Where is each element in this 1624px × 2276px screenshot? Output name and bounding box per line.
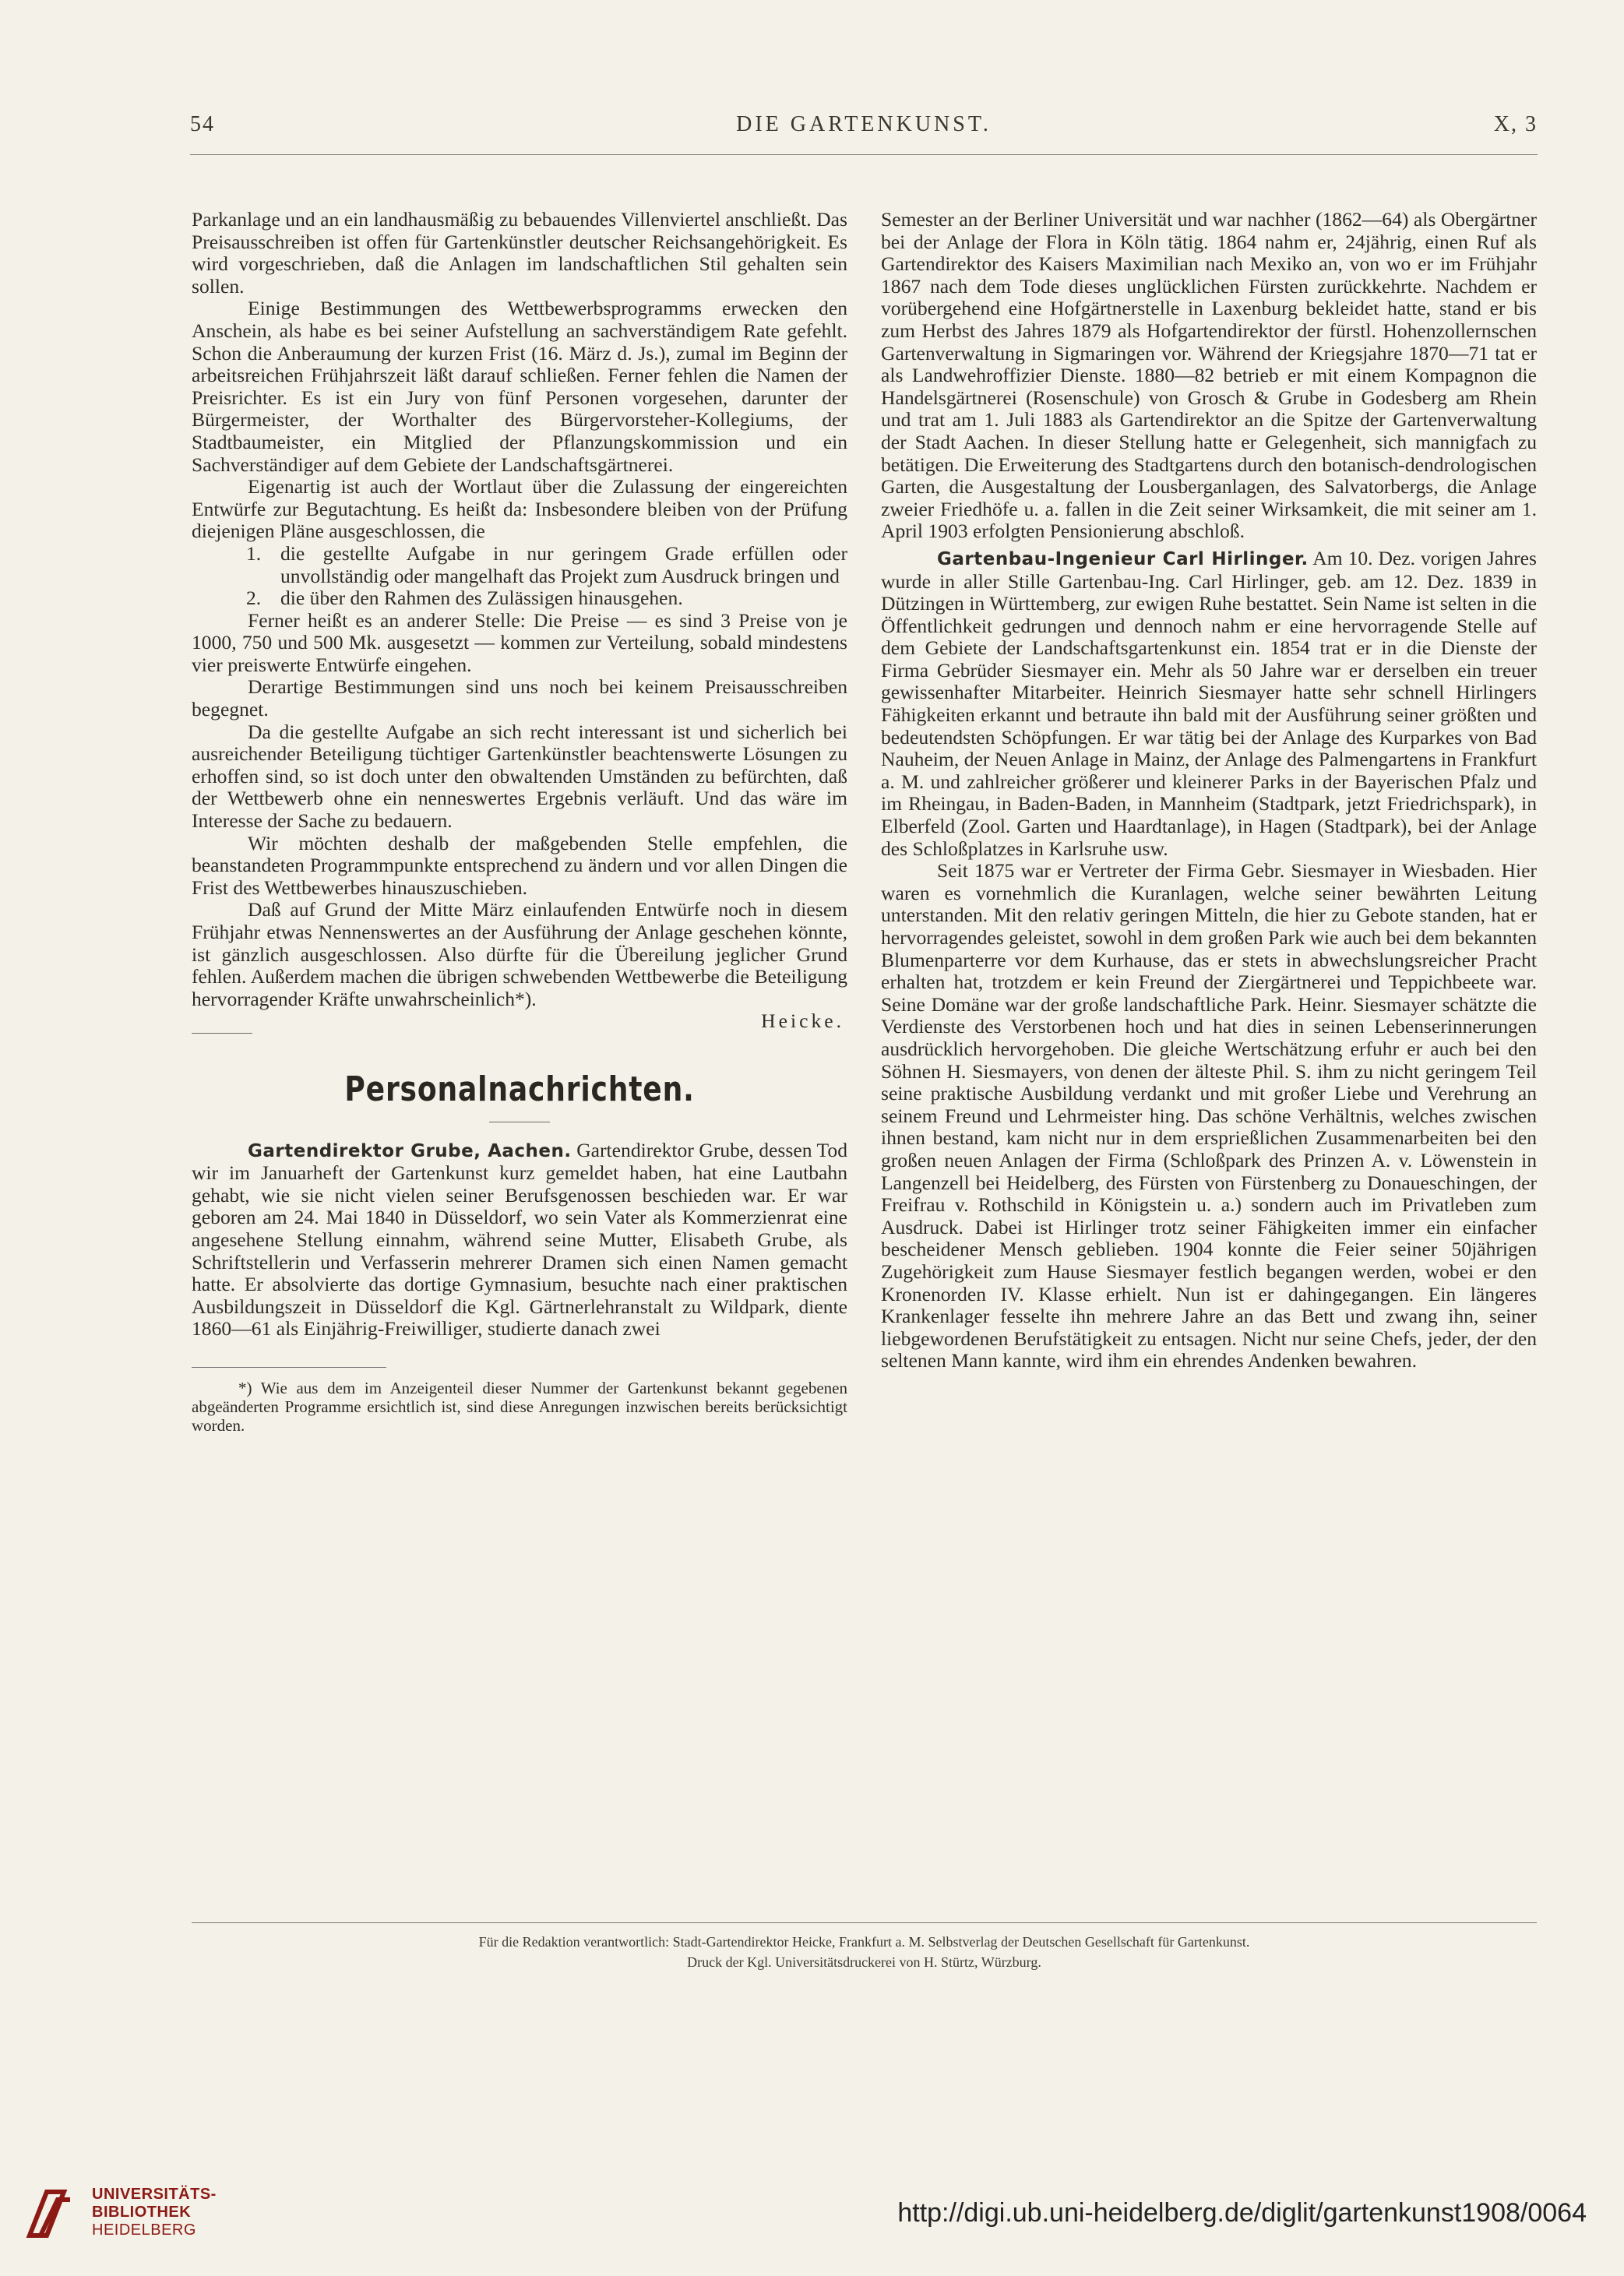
journal-title: DIE GARTENKUNST. — [736, 112, 992, 136]
library-name — [92, 2186, 217, 2239]
obituary-heading: Gartenbau-Ingenieur Carl Hirlinger. — [937, 548, 1309, 569]
footnote: *) Wie aus dem im Anzeigenteil dieser Nummer der Gartenkunst bekannt gegebenen abgeänderten Programme ersichtlich ist, sind diese Anregungen inzwischen bereits berücksichtigt worden. — [192, 1378, 847, 1435]
paragraph: Eigenartig ist auch der Wortlaut über die Zulassung der eingereichten Entwürfe zur Begutachtung. Es heißt da: Insbesondere bleiben von der Prüfung diejenigen Pläne ausgeschlossen, die — [192, 475, 847, 543]
imprint-line: Druck der Kgl. Universitätsdruckerei von H. Stürtz, Würzburg. — [687, 1954, 1041, 1970]
list-text: die über den Rahmen des Zulässigen hinausgehen. — [280, 587, 683, 610]
obituary-hirlinger — [881, 548, 1537, 860]
paragraph: Derartige Bestimmungen sind uns noch bei keinem Preisausschreiben begegnet. — [192, 675, 847, 721]
obituary-text: Am 10. Dez. vorigen Jahres wurde in aller Stille Gartenbau-Ing. Carl Hirlinger, geb. am 12. Dez. 1839 in Dützingen in Württemberg, zur ewigen Ruhe bestattet. Sein Name ist selten in die Öffentlichkeit gedrungen und dennoch nahm er eine hervorragende Stelle auf dem Gebiete der Landschaftsgartenkunst ein. 1854 trat er in die Dienste der Firma Gebrüder Siesmayer ein. Mehr als 50 Jahre war er derselben ein treuer gewissenhafter Mitarbeiter. Heinrich Siesmayer hatte sehr schnell Hirlingers Fähigkeiten erkannt und betraute ihn bald mit der Ausführung seiner größten und bedeutendsten Schöpfungen. Er war tätig bei der Anlage des Kurparkes von Bad Nauheim, der Neuen Anlage in Mainz, der Anlage des Palmengartens in Frankfurt a. M. und zahlreicher größerer und kleinerer Parks in der Bayerischen Pfalz und im Rheingau, in Baden-Baden, in Mannheim (Stadtpark, jetzt Friedrichspark), in Elberfeld (Zool. Garten und Haardtanlage), in Hagen (Stadtpark), bei der Anlage des Schloßplatzes in Karlsruhe usw. — [881, 546, 1537, 860]
paragraph: Daß auf Grund der Mitte März einlaufenden Entwürfe noch in diesem Frühjahr etwas Nennenswertes an der Ausführung der Anlage geschehen könnte, ist gänzlich ausgeschlossen. Also dürfte für die Übereilung jeglicher Grund fehlen. Außerdem machen die übrigen schwebenden Wettbewerbe die Beteiligung hervorragender Kräfte unwahrscheinlich*). — [192, 898, 847, 1010]
left-column — [192, 209, 847, 1435]
library-name-line: UNIVERSITÄTS- — [92, 2186, 217, 2203]
header-rule — [190, 154, 1538, 155]
paragraph: Semester an der Berliner Universität und war nachher (1862—64) als Obergärtner bei der Anlage der Flora in Köln tätig. 1864 nahm er, 24jährig, einen Ruf als Gartendirektor des Kaisers Maximilian nach Mexiko an, von wo er im Frühjahr 1867 nach dem Tode dieses unglücklichen Fürsten zurückkehrte. Nachdem er vorübergehend eine Hofgärtnerstelle in Laxenburg bekleidet hatte, stand er bis zum Herbst des Jahres 1879 als Hofgartendirektor der fürstl. Hohenzollernschen Gartenverwaltung in Sigmaringen vor. Während der Kriegsjahre 1870—71 tat er als Landwehroffizier Dienste. 1880—82 betrieb er mit einem Kompagnon die Handelsgärtnerei (Rosenschule) von Grosch & Grube in Godesberg am Rhein und trat am 1. Juli 1883 als Gartendirektor an die Spitze der Gartenverwaltung der Stadt Aachen. In dieser Stellung hatte er Gelegenheit, sich mannigfach zu betätigen. Die Erweiterung des Stadtgartens durch den botanisch-dendrologischen Garten, die Ausgestaltung der Lousberganlagen, des Salvatorbergs, die Anlage zweier Friedhöfe u. a. fallen in die Zeit seiner Wirksamkeit, die mit seiner am 1. April 1903 erfolgten Pensionierung abschloß. — [881, 208, 1537, 543]
section-title: Personalnachrichten. — [344, 1069, 695, 1109]
list-number: 1. — [246, 541, 262, 565]
list-item — [192, 587, 847, 610]
obituary-grube — [192, 1140, 847, 1341]
page-number: 54 — [190, 112, 215, 136]
paragraph: Parkanlage und an ein landhausmäßig zu bebauendes Villenviertel anschließt. Das Preisausschreiben ist offen für Gartenkünstler deutscher Reichsangehörigkeit. Es wird vorgeschrieben, daß die Anlagen im landschaftlichen Stil gehalten sein sollen. — [192, 208, 847, 298]
library-name-line: BIBLIOTHEK — [92, 2204, 192, 2221]
list-text: die gestellte Aufgabe in nur geringem Grade erfüllen oder unvollständig oder mangelhaft das Projekt zum Ausdruck bringen und — [280, 541, 847, 587]
imprint-line: Für die Redaktion verantwortlich: Stadt-Gartendirektor Heicke, Frankfurt a. M. Selbstverlag der Deutschen Gesellschaft für Gartenkunst. — [478, 1934, 1250, 1950]
library-name-line: HEIDELBERG — [92, 2221, 196, 2239]
imprint — [192, 1932, 1537, 1972]
paragraph: Ferner heißt es an anderer Stelle: Die Preise — es sind 3 Preise von je 1000, 750 und 500 Mk. ausgesetzt — kommen zur Verteilung, sobald mindestens vier preiswerte Entwürfe eingehen. — [192, 608, 847, 676]
volume-number: X, 3 — [1493, 112, 1538, 136]
list-item — [192, 543, 847, 587]
criteria-list — [192, 543, 847, 610]
running-head — [190, 112, 1538, 139]
library-logo-icon — [23, 2181, 76, 2243]
paragraph: Wir möchten deshalb der maßgebenden Stelle empfehlen, die beanstandeten Programmpunkte entsprechend zu ändern und vor allen Dingen die Frist des Wettbewerbes hinauszuschieben. — [192, 831, 847, 899]
right-column — [881, 209, 1537, 1372]
list-number: 2. — [246, 587, 262, 610]
paragraph: Einige Bestimmungen des Wettbewerbsprogramms erwecken den Anschein, als habe es bei seiner Aufstellung an sachverständigem Rate gefehlt. Schon die Anberaumung der kurzen Frist (16. März d. Js.), zumal im Beginn der arbeitsreichen Frühjahrszeit läßt darauf schließen. Ferner fehlen die Namen der Preisrichter. Es ist ein Jury von fünf Personen vorgesehen, darunter der Bürgermeister, der Worthalter des Bürgervorsteher-Kollegiums, der Stadtbaumeister, ein Mitglied der Pflanzungskommission und ein Sachverständiger auf dem Gebiete der Landschaftsgärtnerei. — [192, 297, 847, 476]
source-url-link[interactable]: http://digi.ub.uni-heidelberg.de/diglit/gartenkunst1908/0064 — [897, 2198, 1587, 2228]
footnote-rule — [192, 1367, 386, 1368]
obituary-text: Gartendirektor Grube, dessen Tod wir im Januarheft der Gartenkunst kurz gemeldet haben, hat eine Lautbahn gehabt, wie sie nicht vielen seiner Berufsgenossen beschieden war. Er war geboren am 24. Mai 1840 in Düsseldorf, wo sein Vater als Kommerzienrat eine angesehene Stellung einnahm, während seine Mutter, Elisabeth Grube, als Schriftstellerin und Verfasserin mehrerer Dramen sich einen Namen gemacht hatte. Er absolvierte das dortige Gymnasium, besuchte nach einer praktischen Ausbildungszeit in Düsseldorf die Kgl. Gärtnerlehranstalt zu Wildpark, diente 1860—61 als Einjährig-Freiwilliger, studierte danach zwei — [192, 1138, 847, 1341]
imprint-rule — [192, 1922, 1537, 1923]
obituary-heading: Gartendirektor Grube, Aachen. — [248, 1140, 572, 1161]
paragraph: Seit 1875 war er Vertreter der Firma Gebr. Siesmayer in Wiesbaden. Hier waren es vornehmlich die Kuranlagen, welche seiner bewährten Leitung unterstanden. Mit den relativ geringen Mitteln, die hier zu Gebote standen, hat er hervorragendes geleistet, sowohl in dem großen Park wie auch bei dem bekannten Blumenparterre vor dem Kurhause, das er stets in abwechslungsreicher Pracht erhalten hat, trotzdem er kein Freund der Ziergärtnerei und Teppichbeete war. Seine Domäne war der große landschaftliche Park. Heinr. Siesmayer schätzte die Verdienste des Verstorbenen hoch und hat dies in seinen Lebenserinnerungen ausdrücklich hervorgehoben. Die gleiche Wertschätzung erfuhr er auch bei den Söhnen H. Siesmayers, von denen der älteste Phil. S. ihm zu nicht geringem Teil seine praktische Ausbildung verdankt und mit großer Liebe und Verehrung an seinem Freund und Lehrmeister hing. Das schöne Verhältnis, welches zwischen ihnen bestand, kam nicht nur in dem ersprießlichen Zusammenarbeiten bei den großen neuen Anlagen der Firma (Schloßpark des Prinzen A. v. Löwenstein in Langenzell bei Heidelberg, des Fürsten von Fürstenberg zu Donaueschingen, der Freifrau v. Rothschild in Königstein u. a.) sondern auch im Privatleben zum Ausdruck. Dabei ist Hirlinger trotz seiner Fähigkeiten immer ein einfacher bescheidener Mensch geblieben. 1904 konnte die Feier seiner 50jährigen Zugehörigkeit zum Hause Siesmayer festlich begangen werden, wobei er den Kronenorden IV. Klasse erhielt. Nun ist er dahingegangen. Ein längeres Krankenlager fesselte ihn mehrere Jahre an das Bett und zwang ihn, seiner liebgewordenen Berufstätigkeit zu entsagen. Nicht nur seine Chefs, jeder, der den seltenen Mann kannte, wird ihm ein ehrendes Andenken bewahren. — [881, 859, 1537, 1372]
article-end-rule — [192, 1033, 252, 1034]
paragraph: Da die gestellte Aufgabe an sich recht interessant ist und sicherlich bei ausreichender Beteiligung tüchtiger Gartenkünstler beachtenswerte Lösungen zu erhoffen sind, so ist doch unter den obwaltenden Umständen zu befürchten, daß der Wettbewerb ohne ein nenneswertes Ergebnis verläuft. Und das wäre im Interesse der Sache zu bedauern. — [192, 720, 847, 833]
author-signature: Heicke. — [761, 1009, 844, 1033]
